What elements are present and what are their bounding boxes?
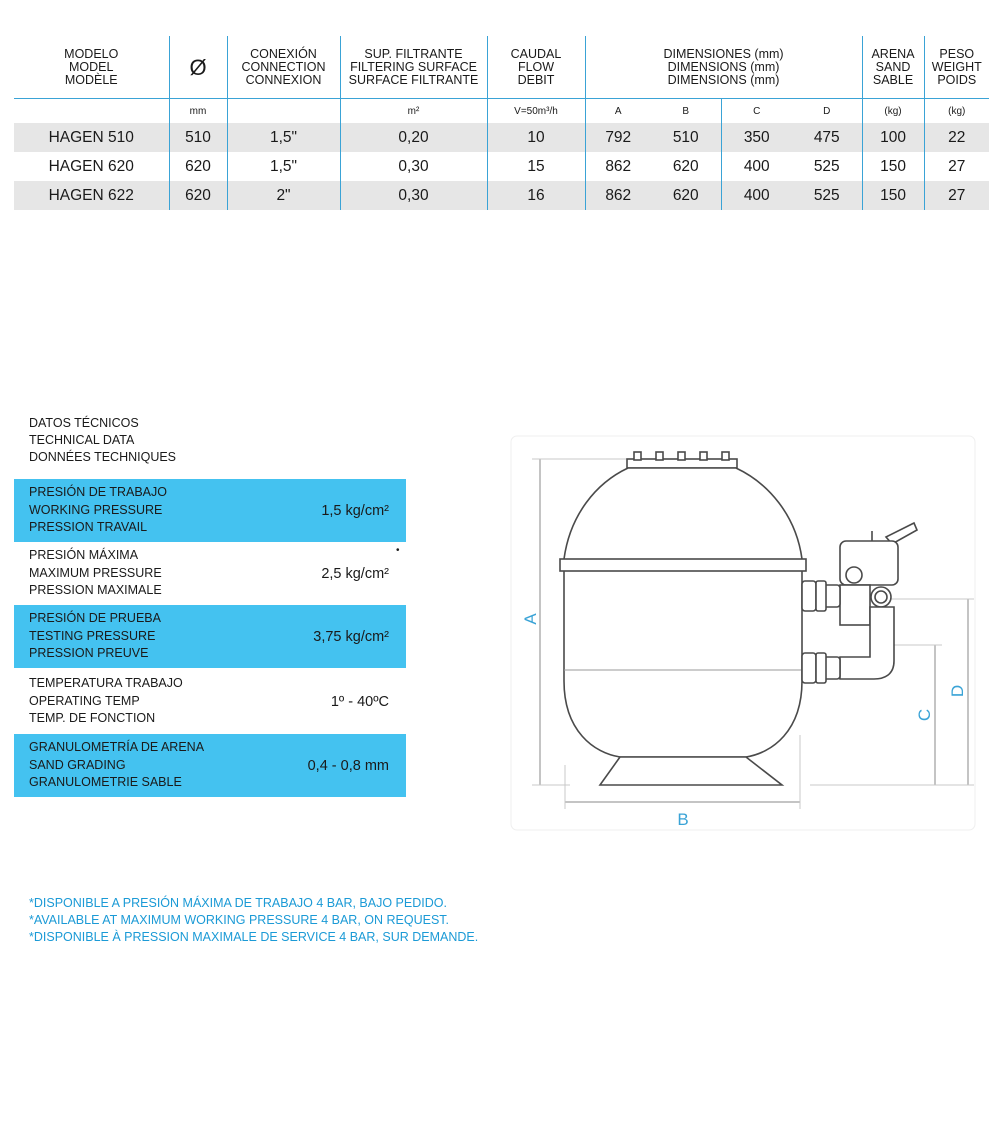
operating-temp-row — [14, 670, 406, 733]
maximum-pressure-row — [14, 542, 406, 605]
table-cell: 2" — [227, 181, 340, 210]
spec-table — [14, 36, 989, 210]
filter-tank — [560, 452, 806, 785]
table-cell: 150 — [862, 181, 924, 210]
testing-pressure-value: 3,75 kg/cm² — [313, 628, 389, 645]
header-flow: CAUDAL FLOW DEBIT — [487, 36, 585, 99]
header-model: MODELO MODEL MODÈLE — [14, 36, 169, 99]
units-row — [14, 99, 989, 124]
testing-pressure-label: PRESIÓN DE PRUEBA TESTING PRESSURE PRESSION PREUVE — [29, 611, 161, 661]
unit-cell: C — [721, 99, 792, 124]
unit-cell: (kg) — [862, 99, 924, 124]
filter-diagram — [510, 435, 976, 831]
table-cell: 1,5" — [227, 152, 340, 181]
table-cell: 475 — [792, 123, 862, 152]
table-cell: 620 — [651, 181, 721, 210]
maximum-pressure-label: PRESIÓN MÁXIMA MAXIMUM PRESSURE PRESSION MAXIMALE — [29, 548, 162, 598]
table-cell: 525 — [792, 181, 862, 210]
table-cell: 27 — [924, 152, 989, 181]
table-cell: HAGEN 510 — [14, 123, 169, 152]
working-pressure-value: 1,5 kg/cm² — [321, 502, 389, 519]
table-cell: 400 — [721, 152, 792, 181]
unit-cell: m² — [340, 99, 487, 124]
header-filtering-surface: SUP. FILTRANTE FILTERING SURFACE SURFACE FILTRANTE — [340, 36, 487, 99]
table-cell: 510 — [651, 123, 721, 152]
table-cell: 0,30 — [340, 181, 487, 210]
table-cell: 862 — [585, 181, 651, 210]
table-cell: 150 — [862, 152, 924, 181]
unit-cell: (kg) — [924, 99, 989, 124]
multiport-valve — [802, 523, 917, 683]
unit-cell: B — [682, 105, 690, 117]
table-cell: 27 — [924, 181, 989, 210]
table-cell: 22 — [924, 123, 989, 152]
unit-cell: mm — [169, 99, 227, 124]
table-cell: 525 — [813, 157, 840, 175]
unit-cell: D — [823, 105, 831, 117]
table-cell: 620 — [672, 157, 699, 175]
header-sand: ARENA SAND SABLE — [862, 36, 924, 99]
dimension-a-label: A — [521, 613, 540, 625]
table-row — [14, 152, 989, 181]
table-cell: 15 — [487, 152, 585, 181]
unit-cell: V=50m³/h — [487, 99, 585, 124]
testing-pressure-row — [14, 605, 406, 668]
table-cell: 0,30 — [340, 152, 487, 181]
unit-cell — [14, 99, 169, 124]
table-cell: 400 — [721, 181, 792, 210]
table-cell: 16 — [487, 181, 585, 210]
sand-grading-label: GRANULOMETRÍA DE ARENA SAND GRADING GRANULOMETRIE SABLE — [29, 740, 205, 790]
table-cell: HAGEN 620 — [48, 157, 134, 175]
working-pressure-label: PRESIÓN DE TRABAJO WORKING PRESSURE PRESSION TRAVAIL — [29, 485, 167, 535]
header-diameter: Ø — [169, 36, 227, 99]
operating-temp-label: TEMPERATURA TRABAJO OPERATING TEMP TEMP. DE FONCTION — [29, 676, 183, 726]
operating-temp-value: 1º - 40ºC — [330, 693, 389, 710]
table-cell: 862 — [585, 152, 651, 181]
header-dimensions: DIMENSIONES (mm) DIMENSIONS (mm) DIMENSIONS (mm) — [585, 36, 862, 99]
unit-cell: A — [585, 99, 651, 124]
technical-data-title: DATOS TÉCNICOS TECHNICAL DATA DONNÉES TECHNIQUES — [29, 416, 177, 464]
table-cell: 1,5" — [227, 123, 340, 152]
dimension-b-label: B — [677, 810, 689, 829]
table-cell: 792 — [585, 123, 651, 152]
table-row — [14, 181, 989, 210]
table-cell: 100 — [862, 123, 924, 152]
header-connection: CONEXIÓN CONNECTION CONNEXION — [227, 36, 340, 99]
table-cell: HAGEN 622 — [14, 181, 169, 210]
table-cell: 620 — [169, 181, 227, 210]
footnote: *DISPONIBLE A PRESIÓN MÁXIMA DE TRABAJO 4 BAR, BAJO PEDIDO. *AVAILABLE AT MAXIMUM WORKING PRESSURE 4 BAR, ON REQUEST. *DISPONIBLE À PRESSION MAXIMALE DE SERVICE 4 BAR, SUR DEMANDE. — [29, 896, 479, 944]
header-weight: PESO WEIGHT POIDS — [924, 36, 989, 99]
table-cell: 510 — [169, 123, 227, 152]
table-row — [14, 123, 989, 152]
table-header-row — [14, 36, 989, 99]
table-cell: 10 — [487, 123, 585, 152]
sand-grading-row — [14, 734, 406, 797]
table-cell: 0,20 — [340, 123, 487, 152]
asterisk-mark: • — [396, 545, 400, 556]
dimension-c-label: C — [915, 708, 934, 722]
table-cell: 350 — [721, 123, 792, 152]
dimension-d-label: D — [948, 684, 967, 698]
unit-cell — [227, 99, 340, 124]
maximum-pressure-value: 2,5 kg/cm² — [321, 565, 389, 582]
sand-grading-value: 0,4 - 0,8 mm — [307, 757, 389, 774]
working-pressure-row — [14, 479, 406, 542]
table-cell: 620 — [169, 152, 227, 181]
